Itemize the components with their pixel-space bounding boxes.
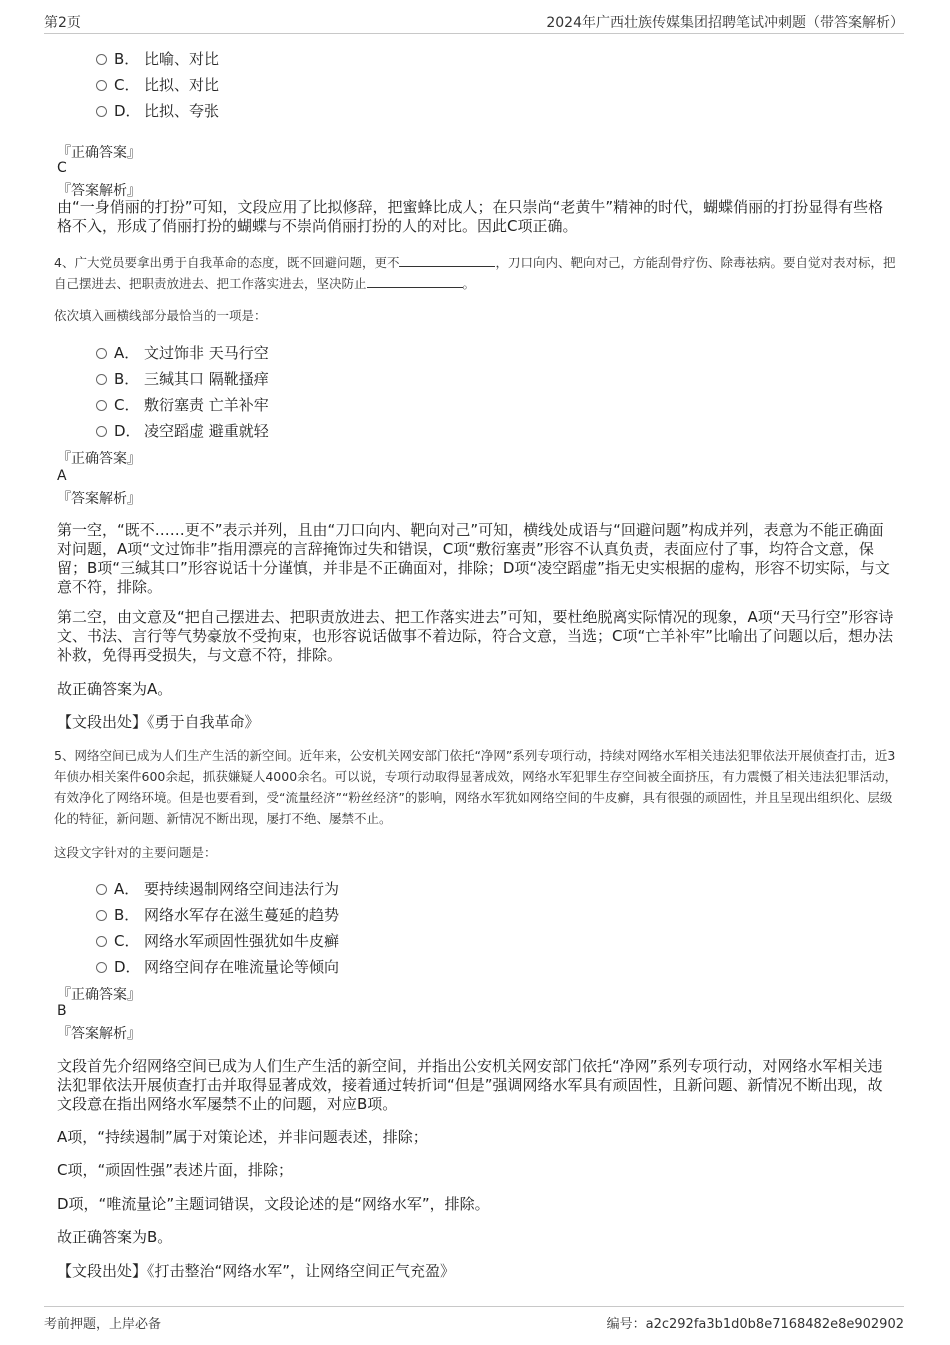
- q3-answer-label: 『正确答案』: [57, 145, 141, 161]
- radio-icon[interactable]: [96, 962, 107, 973]
- radio-icon[interactable]: [96, 106, 107, 117]
- q4-analysis-label: 『答案解析』: [57, 491, 141, 507]
- radio-icon[interactable]: [96, 910, 107, 921]
- footer-divider: [44, 1306, 904, 1307]
- q5-answer-label: 『正确答案』: [57, 987, 141, 1003]
- header-divider: [44, 33, 904, 34]
- radio-icon[interactable]: [96, 884, 107, 895]
- q4-prompt: 依次填入画横线部分最恰当的一项是：: [54, 308, 267, 323]
- q4-stem: 4、广大党员要拿出勇于自我革命的态度，既不回避问题，更不 ，刀口向内、靶向对己，方能刮骨疗伤、除毒祛病。要自觉对表对标，把自己摆进去、把职责放进去、把工作落实进去，坚决防止 。: [54, 255, 896, 291]
- q3-analysis: 由“一身俏丽的打扮”可知，文段应用了比拟修辞，把蜜蜂比成人；在只崇尚“老黄牛”精神的时代，蝴蝶俏丽的打扮显得有些格格不入，形成了俏丽打扮的蝴蝶与不崇尚俏丽打扮的人的对比。因此C项正确。: [57, 198, 884, 235]
- q5-option-c[interactable]: C． 网络水军顽固性强犹如牛皮癣: [96, 930, 339, 951]
- radio-icon[interactable]: [96, 80, 107, 91]
- q3-analysis-label: 『答案解析』: [57, 183, 141, 199]
- q4-source: 【文段出处】《勇于自我革命》: [57, 713, 260, 731]
- q5-analysis-para1: 文段首先介绍网络空间已成为人们生产生活的新空间，并指出公安机关网安部门依托“净网”系列专项行动，对网络水军相关违法犯罪依法开展侦查打击并取得显著成效，接着通过转折词“但是”强调网络水军具有顽固性，且新问题、新情况不断出现，故文段意在指出网络水军屡禁不止的问题，对应B项。: [57, 1057, 883, 1113]
- document-id: 编号：a2c292fa3b1d0b8e7168482e8e902902: [606, 1317, 904, 1332]
- q4-answer: A: [57, 468, 67, 484]
- footer-slogan: 考前押题，上岸必备: [44, 1317, 162, 1332]
- q5-option-b[interactable]: B． 网络水军存在滋生蔓延的趋势: [96, 904, 339, 925]
- q5-option-d[interactable]: D． 网络空间存在唯流量论等倾向: [96, 956, 339, 977]
- answer-blank: [399, 254, 495, 267]
- radio-icon[interactable]: [96, 348, 107, 359]
- radio-icon[interactable]: [96, 936, 107, 947]
- q3-option-b[interactable]: B． 比喻、对比: [96, 48, 219, 69]
- q4-answer-label: 『正确答案』: [57, 451, 141, 467]
- q5-conclusion: 故正确答案为B。: [57, 1228, 173, 1246]
- q5-analysis-label: 『答案解析』: [57, 1026, 141, 1042]
- q4-conclusion: 故正确答案为A。: [57, 680, 173, 698]
- radio-icon[interactable]: [96, 54, 107, 65]
- q4-option-c[interactable]: C． 敷衍塞责 亡羊补牢: [96, 394, 269, 415]
- q5-note-a: A项，“持续遏制”属于对策论述，并非问题表述，排除；: [57, 1128, 428, 1146]
- q3-option-d[interactable]: D． 比拟、夸张: [96, 100, 219, 121]
- page-number: 第2页: [44, 15, 81, 31]
- radio-icon[interactable]: [96, 374, 107, 385]
- q5-option-a[interactable]: A． 要持续遏制网络空间违法行为: [96, 878, 339, 899]
- answer-blank: [367, 275, 463, 288]
- q4-analysis-para2: 第二空，由文意及“把自己摆进去、把职责放进去、把工作落实进去”可知，要杜绝脱离实际情况的现象，A项“天马行空”形容诗文、书法、言行等气势豪放不受拘束，也形容说话做事不着边际，符合文意，当选；C项“亡羊补牢”比喻出了问题以后，想办法补救，免得再受损失，与文意不符，排除。: [57, 608, 894, 664]
- q3-answer: C: [57, 160, 67, 176]
- q4-option-a[interactable]: A． 文过饰非 天马行空: [96, 342, 269, 363]
- document-title: 2024年广西壮族传媒集团招聘笔试冲刺题（带答案解析）: [546, 15, 904, 31]
- q5-note-d: D项，“唯流量论”主题词错误，文段论述的是“网络水军”，排除。: [57, 1195, 490, 1213]
- q4-option-b[interactable]: B． 三缄其口 隔靴搔痒: [96, 368, 269, 389]
- q4-option-d[interactable]: D． 凌空蹈虚 避重就轻: [96, 420, 269, 441]
- q5-note-c: C项，“顽固性强”表述片面，排除；: [57, 1161, 294, 1179]
- q5-source: 【文段出处】《打击整治“网络水军”，让网络空间正气充盈》: [57, 1262, 456, 1280]
- q4-analysis-para1: 第一空，“既不……更不”表示并列，且由“刀口向内、靶向对己”可知，横线处成语与“回避问题”构成并列，表意为不能正确面对问题，A项“文过饰非”指用漂亮的言辞掩饰过失和错误，C项“敷衍塞责”形容不认真负责，表面应付了事，均符合文意，保留；B项“三缄其口”形容说话十分谨慎，并非是不正确面对，排除；D项“凌空蹈虚”指无史实根据的虚构，形容不切实际，与文意不符，排除。: [57, 521, 890, 596]
- q5-answer: B: [57, 1003, 67, 1019]
- q3-option-c[interactable]: C． 比拟、对比: [96, 74, 219, 95]
- q5-stem: 5、网络空间已成为人们生产生活的新空间。近年来，公安机关网安部门依托“净网”系列专项行动，持续对网络水军相关违法犯罪依法开展侦查打击，近3年侦办相关案件600余起，抓获嫌疑人4000余名。可以说，专项行动取得显著成效，网络水军犯罪生存空间被全面挤压，有力震慑了相关违法犯罪活动，有效净化了网络环境。但是也要看到，受“流量经济”“粉丝经济”的影响，网络水军犹如网络空间的牛皮癣，具有很强的顽固性，并且呈现出组织化、层级化的特征，新问题、新情况不断出现，屡打不绝、屡禁不止。: [54, 748, 898, 826]
- radio-icon[interactable]: [96, 426, 107, 437]
- radio-icon[interactable]: [96, 400, 107, 411]
- q5-prompt: 这段文字针对的主要问题是：: [54, 845, 217, 860]
